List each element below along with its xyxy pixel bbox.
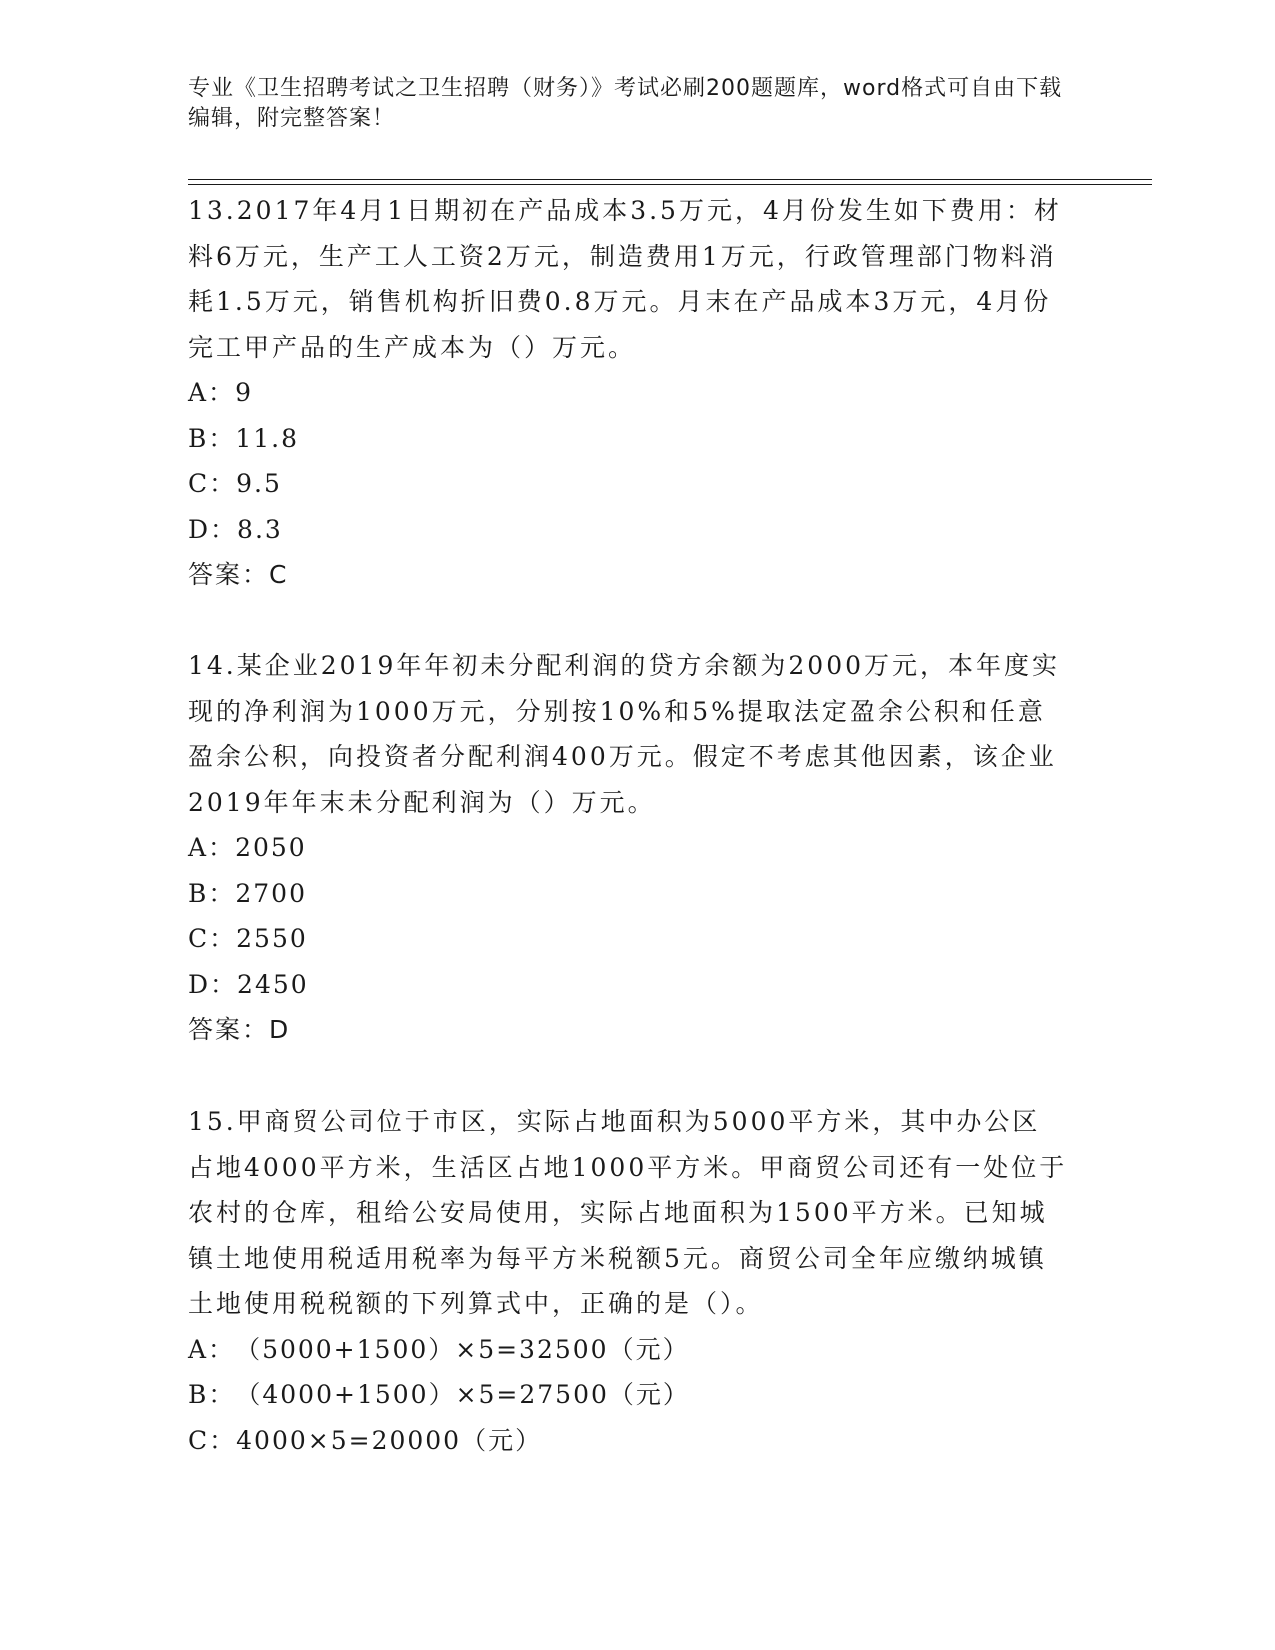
option-text: （5000+1500）×5=32500（元） bbox=[235, 1334, 690, 1364]
question-15 bbox=[188, 1099, 1068, 1463]
option-text: 2050 bbox=[235, 833, 307, 862]
option-d bbox=[188, 507, 1068, 553]
option-letter: A： bbox=[188, 833, 236, 862]
option-b bbox=[188, 1372, 1068, 1418]
option-letter: D： bbox=[188, 514, 238, 544]
question-14 bbox=[188, 643, 1068, 1053]
answer: 答案：C bbox=[188, 560, 289, 589]
option-letter: D： bbox=[188, 969, 238, 999]
document-header: 专业《卫生招聘考试之卫生招聘（财务）》考试必刷200题题库，word格式可自由下载编辑，附完整答案！ bbox=[188, 76, 1063, 131]
option-letter: C： bbox=[188, 924, 237, 953]
option-text: 9 bbox=[235, 378, 253, 407]
option-letter: B： bbox=[188, 423, 236, 453]
option-a bbox=[188, 825, 1068, 871]
option-text: 11.8 bbox=[235, 423, 300, 453]
option-b bbox=[188, 416, 1068, 462]
option-letter: A： bbox=[188, 378, 236, 407]
option-text: 2550 bbox=[236, 924, 308, 953]
option-text: 8.3 bbox=[237, 514, 283, 544]
option-letter: B： bbox=[188, 878, 236, 908]
option-text: 9.5 bbox=[236, 469, 282, 498]
option-text: 4000×5=20000（元） bbox=[236, 1425, 543, 1455]
option-c bbox=[188, 1418, 1068, 1464]
option-a bbox=[188, 370, 1068, 416]
question-stem: 15.甲商贸公司位于市区，实际占地面积为5000平方米，其中办公区占地4000平方米，生活区占地1000平方米。甲商贸公司还有一处位于农村的仓库，租给公安局使用，实际占地面积为1500平方米。已知城镇土地使用税适用税率为每平方米税额5元。商贸公司全年应缴纳城镇土地使用税税额的下列算式中，正确的是（）。 bbox=[188, 1107, 1068, 1318]
option-letter: C： bbox=[188, 469, 237, 498]
option-a bbox=[188, 1327, 1068, 1373]
option-letter: A： bbox=[188, 1334, 236, 1364]
option-text: 2700 bbox=[235, 878, 307, 908]
option-b bbox=[188, 871, 1068, 917]
option-d bbox=[188, 962, 1068, 1008]
option-c bbox=[188, 916, 1068, 962]
option-text: 2450 bbox=[237, 969, 309, 999]
option-letter: B： bbox=[188, 1380, 236, 1409]
question-stem: 13.2017年4月1日期初在产品成本3.5万元，4月份发生如下费用：材料6万元，生产工人工资2万元，制造费用1万元，行政管理部门物料消耗1.5万元，销售机构折旧费0.8万元。月末在产品成本3万元，4月份完工甲产品的生产成本为（）万元。 bbox=[188, 196, 1062, 362]
option-letter: C： bbox=[188, 1425, 237, 1455]
option-text: （4000+1500）×5=27500（元） bbox=[235, 1380, 690, 1409]
header-rule-top bbox=[188, 179, 1152, 180]
question-13 bbox=[188, 188, 1068, 598]
option-c bbox=[188, 461, 1068, 507]
question-stem: 14.某企业2019年年初未分配利润的贷方余额为2000万元，本年度实现的净利润为1000万元，分别按10%和5%提取法定盈余公积和任意盈余公积，向投资者分配利润400万元。假定不考虑其他因素，该企业2019年年末未分配利润为（）万元。 bbox=[188, 651, 1061, 817]
header-rule-bottom bbox=[188, 184, 1152, 185]
answer: 答案：D bbox=[188, 1015, 291, 1044]
